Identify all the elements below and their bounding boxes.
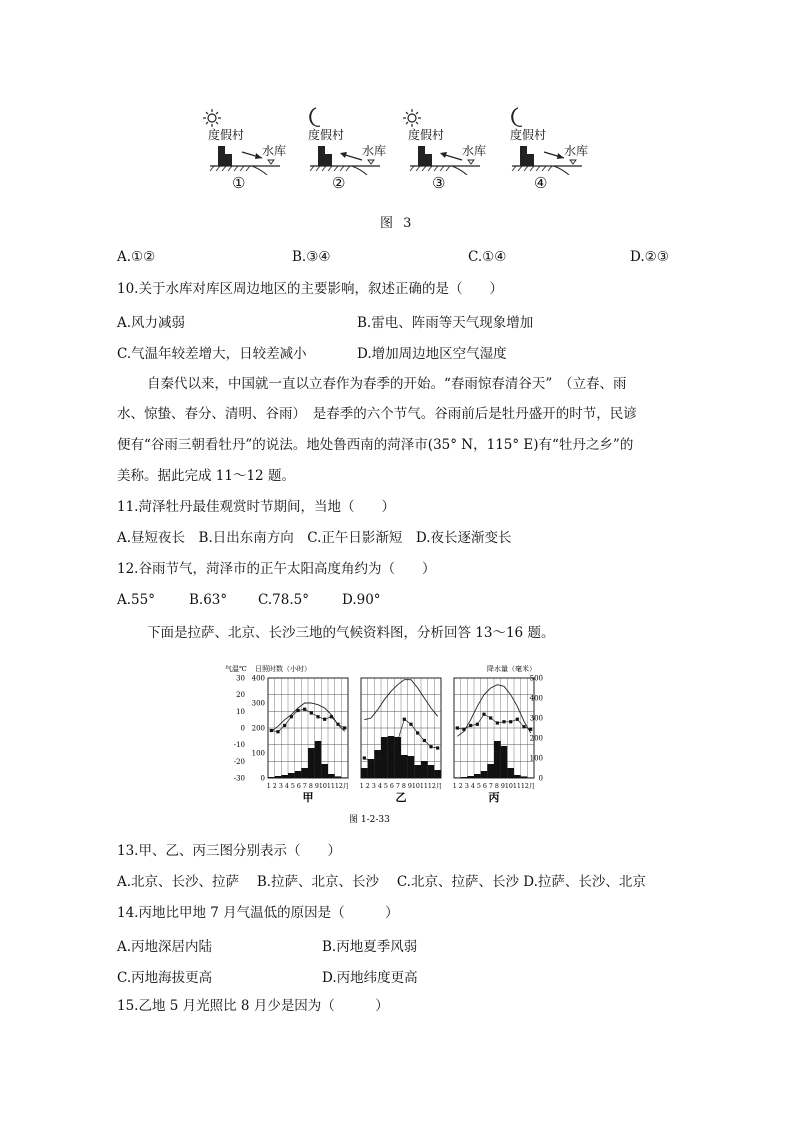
precip-bar xyxy=(514,775,521,778)
sunshine-point xyxy=(529,728,532,731)
passage-1-line-1: 自秦代以来，中国就一直以立春作为春季的开始。“春雨惊春清谷天” （立春、雨 xyxy=(147,376,627,392)
sunshine-point xyxy=(310,711,313,714)
sunshine-point xyxy=(436,746,439,749)
temp-tick-label: 10 xyxy=(236,707,245,716)
precip-bar xyxy=(521,776,528,778)
precip-bar xyxy=(461,777,468,778)
sunshine-tick-label: 400 xyxy=(251,674,265,683)
precip-bar xyxy=(321,764,328,778)
precip-bar xyxy=(507,768,514,778)
q14-option-b: B.丙地夏季风弱 xyxy=(322,939,418,955)
sunshine-point xyxy=(482,713,485,716)
precip-bar xyxy=(408,756,415,778)
panel-label: 乙 xyxy=(395,791,407,804)
resort-label: 度假村 xyxy=(208,128,245,142)
q14-stem: 14.丙地比甲地 7 月气温低的原因是（ ） xyxy=(117,905,399,921)
q12-option-a: A.55° xyxy=(117,592,155,608)
precip-bar xyxy=(454,777,461,778)
q10-stem: 10.关于水库对库区周边地区的主要影响，叙述正确的是（ ） xyxy=(117,281,503,297)
sunshine-point xyxy=(383,755,386,758)
resort-label: 度假村 xyxy=(510,128,547,142)
climate-panel-甲 xyxy=(267,678,349,804)
sunshine-point xyxy=(323,718,326,721)
q13-options: A.北京、长沙、拉萨 B.拉萨、北京、长沙 C.北京、拉萨、长沙 D.拉萨、长沙、北京 xyxy=(117,874,646,890)
precip-bar xyxy=(295,771,302,778)
sunshine-point xyxy=(496,721,499,724)
sunshine-point xyxy=(369,760,372,763)
sunshine-point xyxy=(396,739,399,742)
passage-1-line-2: 水、惊蛰、春分、清明、谷雨） 是春季的六个节气。谷雨前后是牡丹盛开的时节，民谚 xyxy=(117,406,637,422)
climate-chart xyxy=(225,660,555,825)
sunshine-point xyxy=(296,709,299,712)
sunshine-axis-title: 日照时数（小时） xyxy=(255,665,311,673)
sunshine-point xyxy=(290,715,293,718)
sunshine-point xyxy=(336,723,339,726)
precip-bar xyxy=(268,777,275,778)
panel-number: ④ xyxy=(534,174,548,192)
figure-3-panel-2 xyxy=(300,100,387,200)
resort-label: 度假村 xyxy=(308,128,345,142)
precip-bar xyxy=(421,761,428,778)
panel-label: 甲 xyxy=(302,791,314,804)
sunshine-point xyxy=(429,745,432,748)
precip-bar xyxy=(501,746,508,778)
precip-bar xyxy=(388,736,395,778)
passage-2: 下面是拉萨、北京、长沙三地的气候资料图，分析回答 13～16 题。 xyxy=(147,625,555,641)
sunshine-point xyxy=(456,726,459,729)
sunshine-point xyxy=(462,728,465,731)
sunshine-point xyxy=(270,729,273,732)
precip-bar xyxy=(527,777,534,778)
precip-bar xyxy=(481,771,488,778)
precip-bar xyxy=(467,776,474,778)
sunshine-tick-label: 200 xyxy=(251,724,265,733)
sunshine-point xyxy=(409,723,412,726)
precip-bar xyxy=(434,770,441,778)
sunshine-point xyxy=(276,730,279,733)
sunshine-point xyxy=(343,726,346,729)
precip-bar xyxy=(487,764,494,778)
climate-caption: 图 1-2-33 xyxy=(349,815,390,825)
rain-tick-label: 500 xyxy=(529,674,543,683)
sunshine-point xyxy=(522,725,525,728)
precip-bar xyxy=(308,748,315,778)
reservoir-label: 水库 xyxy=(462,144,487,158)
q14-option-a: A.丙地深居内陆 xyxy=(117,939,213,955)
q9-option-a: A.①② xyxy=(117,249,156,265)
temp-axis-title: 气温℃ xyxy=(225,665,247,673)
panel-number: ① xyxy=(232,174,246,192)
month-axis-label: 1 2 3 4 5 6 7 8 9101112月 xyxy=(266,783,350,790)
sunshine-point xyxy=(516,718,519,721)
precip-bar xyxy=(494,741,501,778)
rain-tick-label: 100 xyxy=(529,754,543,763)
q11-stem: 11.菏泽牡丹最佳观赏时节期间，当地（ ） xyxy=(117,499,395,515)
sunshine-tick-label: 100 xyxy=(251,749,265,758)
q13-stem: 13.甲、乙、丙三图分别表示（ ） xyxy=(117,843,341,859)
q12-option-d: D.90° xyxy=(342,592,381,608)
passage-1-line-3: 便有“谷雨三朝看牡丹”的说法。地处鲁西南的菏泽市(35° N，115° E)有“牡丹之乡”的 xyxy=(117,437,634,453)
resort-label: 度假村 xyxy=(408,128,445,142)
sunshine-point xyxy=(423,739,426,742)
q11-options: A.昼短夜长 B.日出东南方向 C.正午日影渐短 D.夜长逐渐变长 xyxy=(117,530,512,546)
precip-bar xyxy=(414,765,421,778)
sunshine-point xyxy=(489,716,492,719)
q10-option-c: C.气温年较差增大，日较差减小 xyxy=(117,346,307,362)
sunshine-point xyxy=(303,708,306,711)
figure-3-panel-3 xyxy=(400,100,487,200)
q10-option-d: D.增加周边地区空气湿度 xyxy=(357,346,507,362)
temp-tick-label: -10 xyxy=(233,741,245,750)
figure-3-panel-4 xyxy=(502,100,589,200)
sunshine-point xyxy=(363,756,366,759)
temp-tick-label: 30 xyxy=(236,674,245,683)
q9-option-c: C.①④ xyxy=(468,249,507,265)
rain-tick-label: 200 xyxy=(529,734,543,743)
sunshine-point xyxy=(416,731,419,734)
precip-bar xyxy=(315,741,322,778)
month-axis-label: 1 2 3 4 5 6 7 8 9101112月 xyxy=(359,783,443,790)
precip-bar xyxy=(335,776,342,778)
temp-tick-label: 20 xyxy=(236,691,245,700)
panel-number: ② xyxy=(332,174,346,192)
climate-panel-丙 xyxy=(453,678,535,804)
sunshine-point xyxy=(469,724,472,727)
sunshine-point xyxy=(403,718,406,721)
passage-1-line-4: 美称。据此完成 11～12 题。 xyxy=(117,468,295,484)
panel-number: ③ xyxy=(432,174,446,192)
temp-tick-label: -30 xyxy=(233,774,245,783)
sunshine-point xyxy=(389,748,392,751)
month-axis-label: 1 2 3 4 5 6 7 8 9101112月 xyxy=(452,783,536,790)
sunshine-point xyxy=(509,720,512,723)
sunshine-point xyxy=(476,723,479,726)
q9-option-b: B.③④ xyxy=(292,249,331,265)
sunshine-point xyxy=(316,715,319,718)
precip-bar xyxy=(301,768,308,778)
precip-bar xyxy=(428,765,435,778)
figure-3 xyxy=(200,100,589,200)
precip-bar xyxy=(361,768,368,778)
rain-tick-label: 400 xyxy=(529,694,543,703)
q14-option-c: C.丙地海拔更高 xyxy=(117,970,213,986)
q10-option-a: A.风力减弱 xyxy=(117,315,186,331)
temp-tick-label: -20 xyxy=(233,757,245,766)
rain-tick-label: 300 xyxy=(529,714,543,723)
sunshine-point xyxy=(330,715,333,718)
precip-bar xyxy=(401,755,408,778)
sunshine-tick-label: 300 xyxy=(251,699,265,708)
q9-option-d: D.②③ xyxy=(630,249,669,265)
precip-bar xyxy=(328,774,335,778)
q14-option-d: D.丙地纬度更高 xyxy=(322,970,418,986)
reservoir-label: 水库 xyxy=(362,144,387,158)
sunshine-point xyxy=(376,759,379,762)
q12-option-c: C.78.5° xyxy=(258,592,309,608)
precip-bar xyxy=(288,773,295,778)
panel-label: 丙 xyxy=(488,791,500,804)
precip-bar xyxy=(474,774,481,778)
sunshine-point xyxy=(283,724,286,727)
rain-axis-title: 降水量（毫米） xyxy=(487,665,536,673)
sunshine-tick-label: 0 xyxy=(260,774,265,783)
temp-tick-label: 0 xyxy=(240,724,245,733)
figure-3-caption: 图 3 xyxy=(380,216,415,231)
sunshine-point xyxy=(502,720,505,723)
precip-bar xyxy=(275,776,282,778)
q12-stem: 12.谷雨节气，菏泽市的正午太阳高度角约为（ ） xyxy=(117,561,436,577)
rain-tick-label: 0 xyxy=(538,774,543,783)
precip-bar xyxy=(341,777,348,778)
q10-option-b: B.雷电、阵雨等天气现象增加 xyxy=(357,315,534,331)
q12-option-b: B.63° xyxy=(189,592,228,608)
climate-panel-乙 xyxy=(360,678,442,804)
figure-3-panel-1 xyxy=(200,100,287,200)
precip-bar xyxy=(374,750,381,778)
q15-stem: 15.乙地 5 月光照比 8 月少是因为（ ） xyxy=(117,998,389,1014)
reservoir-label: 水库 xyxy=(262,144,287,158)
reservoir-label: 水库 xyxy=(564,144,589,158)
precip-bar xyxy=(281,775,288,778)
